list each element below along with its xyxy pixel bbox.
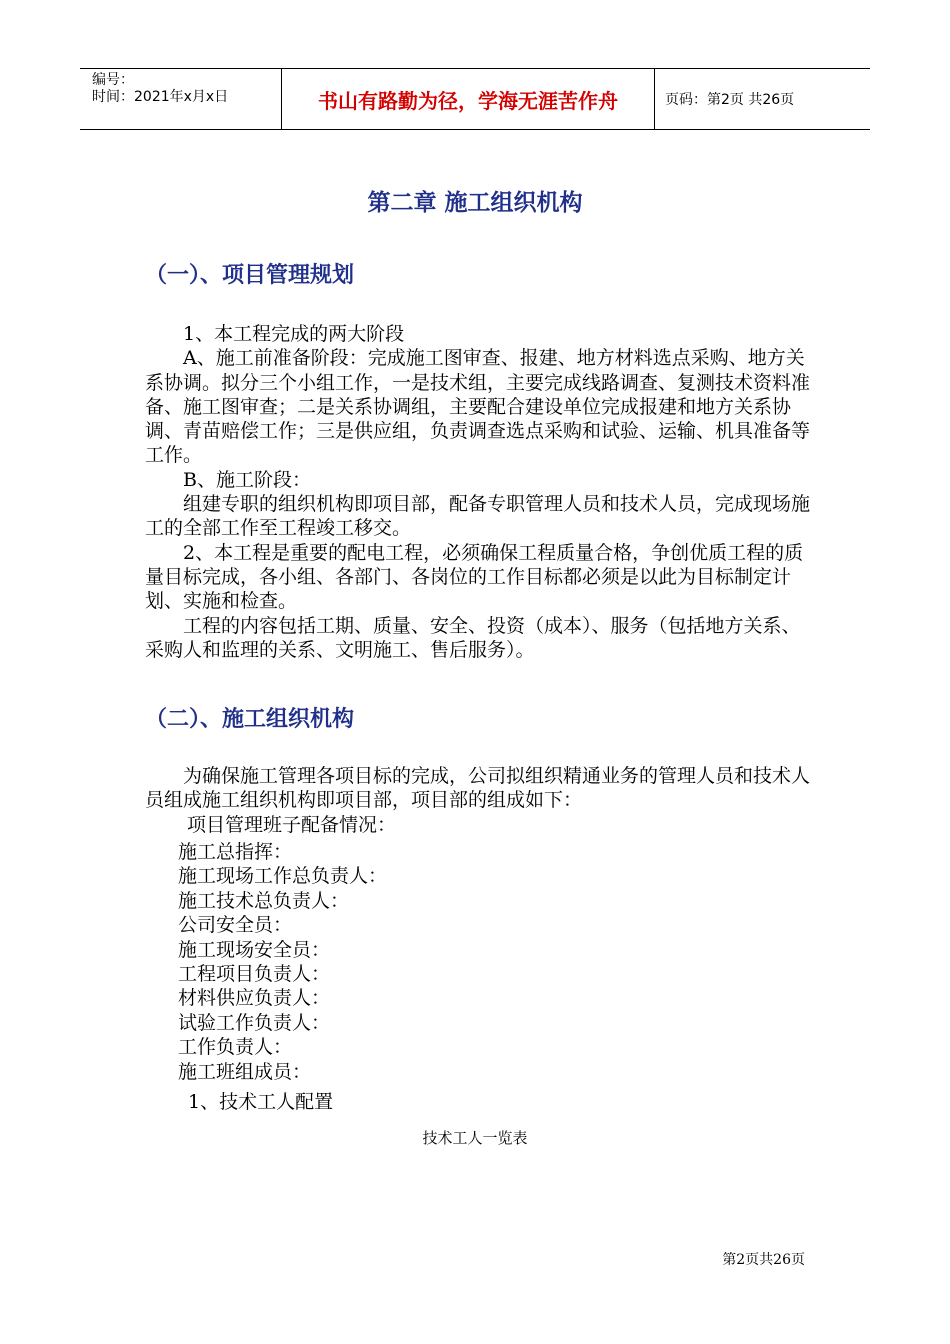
paragraph: A、施工前准备阶段：完成施工图审查、报建、地方材料选点采购、地方关系协调。拟分三个小组工作，一是技术组，主要完成线路调查、复测技术资料准备、施工图审查；二是关系协调组，主要配合建设单位完成报建和地方关系协调、青苗赔偿工作；三是供应组，负责调查选点采购和试验、运输、机具准备等工作。 — [145, 347, 811, 467]
header-meta-cell — [80, 69, 282, 129]
paragraph: 组建专职的组织机构即项目部，配备专职管理人员和技术人员，完成现场施工的全部工作至工程竣工移交。 — [145, 493, 811, 540]
paragraph: 为确保施工管理各项目标的完成，公司拟组织精通业务的管理人员和技术人员组成施工组织机构即项目部，项目部的组成如下： — [145, 765, 811, 812]
section2-body — [145, 764, 810, 837]
header-page-info: 页码：第2页 共26页 — [665, 92, 795, 108]
role-item: 公司安全员： — [178, 914, 293, 937]
page-header — [80, 68, 870, 130]
header-motto: 书山有路勤为径，学海无涯苦作舟 — [282, 69, 655, 129]
team-heading: 项目管理班子配备情况： — [187, 813, 397, 836]
paragraph: 2、本工程是重要的配电工程，必须确保工程质量合格，争创优质工程的质量目标完成，各小组、各部门、各岗位的工作目标都必须是以此为目标制定计划、实施和检查。 — [145, 541, 804, 613]
table-title: 技术工人一览表 — [422, 1129, 528, 1147]
role-item: 施工现场安全员： — [178, 938, 331, 961]
role-item: 试验工作负责人： — [178, 1011, 331, 1034]
chapter-title: 第二章 施工组织机构 — [367, 190, 583, 216]
section-title-2: （二）、施工组织机构 — [145, 707, 355, 732]
role-item: 施工总指挥： — [178, 841, 293, 863]
role-item: 施工技术总负责人： — [178, 889, 350, 912]
tech-config-heading: 1、技术工人配置 — [188, 1091, 334, 1113]
role-item: 工作负责人： — [178, 1036, 293, 1059]
page-footer: 第2页共26页 — [722, 1252, 805, 1268]
role-item: 材料供应负责人： — [178, 987, 331, 1010]
document-number-label: 编号： — [92, 72, 134, 88]
role-item: 施工现场工作总负责人： — [178, 865, 388, 888]
role-item: 施工班组成员： — [178, 1060, 312, 1083]
document-time-label: 时间：2021年x月x日 — [92, 89, 229, 105]
paragraph: 1、本工程完成的两大阶段 — [183, 323, 405, 345]
section1-body — [145, 322, 810, 662]
role-item: 工程项目负责人： — [178, 963, 331, 986]
role-list — [178, 840, 387, 1084]
paragraph: B、施工阶段： — [183, 468, 311, 491]
section-title-1: （一）、项目管理规划 — [145, 263, 355, 288]
paragraph: 工程的内容包括工期、质量、安全、投资（成本）、服务（包括地方关系、采购人和监理的关系、文明施工、售后服务）。 — [145, 614, 801, 661]
